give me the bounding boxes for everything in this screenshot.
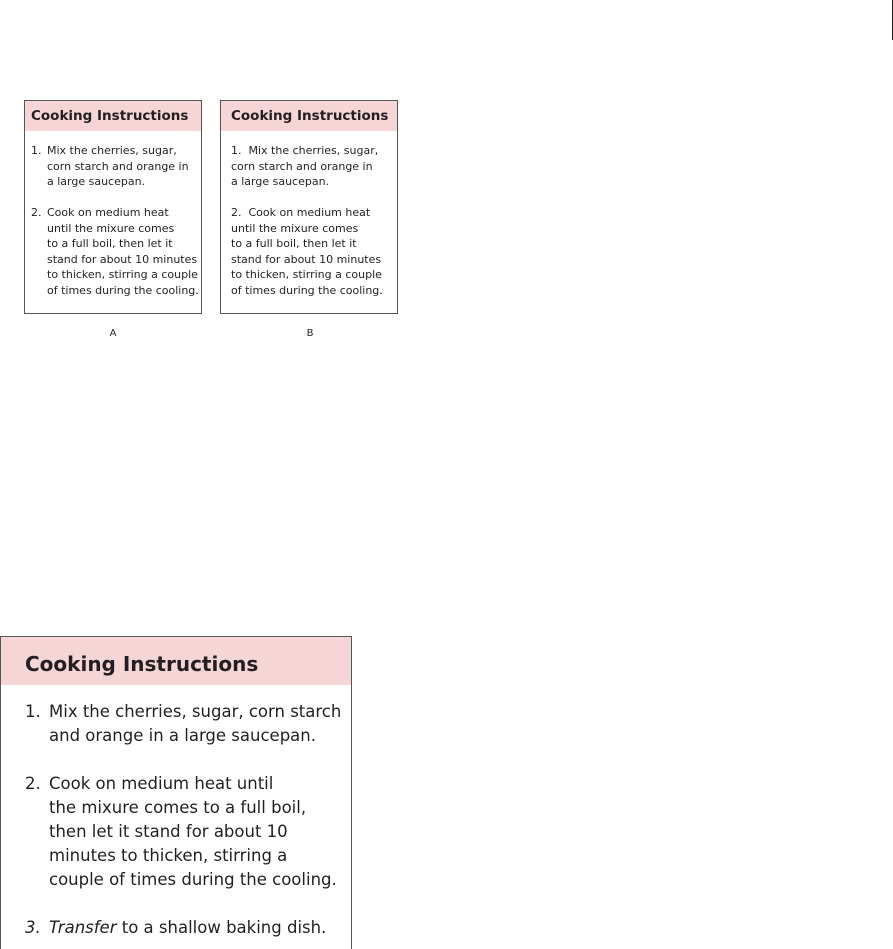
step-number: 2. <box>31 206 42 219</box>
step-number: 3. <box>25 918 41 937</box>
step-line: to a full boil, then let it <box>47 237 173 250</box>
step-line: stand for about 10 minutes <box>231 252 382 266</box>
step-gap <box>25 190 201 206</box>
step-line: to thicken, stirring a couple <box>231 268 382 281</box>
step-line: stand for about 10 minutes <box>47 252 198 266</box>
step-line: a large saucepan. <box>47 175 146 188</box>
step-line: of times during the cooling. <box>47 283 199 297</box>
step-line: Cook on medium heat <box>47 206 169 219</box>
step-gap <box>1 748 351 772</box>
step-line: the mixure comes to a full boil, <box>49 798 307 817</box>
card-large-step-3 <box>1 916 351 940</box>
step-line: then let it stand for about 10 <box>49 822 288 841</box>
step-line: and orange in a large saucepan. <box>49 726 316 745</box>
card-a-step-2 <box>25 205 201 298</box>
instructions-card-b <box>220 100 398 314</box>
step-line: to a full boil, then let it <box>231 237 357 250</box>
step-gap <box>231 190 397 206</box>
step-line: corn starch and orange in <box>231 159 373 173</box>
step-line: Mix the cherries, sugar, corn starch <box>49 702 342 721</box>
step-line: Cook on medium heat until <box>49 774 274 793</box>
step-line: minutes to thicken, stirring a <box>49 846 288 865</box>
step-line: until the mixure comes <box>47 221 175 235</box>
card-large-body <box>1 685 351 940</box>
step-line: a large saucepan. <box>231 175 330 188</box>
instructions-card-a <box>24 100 202 314</box>
step-text: to a shallow baking dish. <box>116 918 327 937</box>
step-number: 2. <box>25 774 41 793</box>
card-b-step-1 <box>231 143 397 190</box>
step-number: 1. <box>25 702 41 721</box>
card-b-step-2 <box>231 205 397 298</box>
step-line: Mix the cherries, sugar, <box>47 144 177 157</box>
card-large-title: Cooking Instructions <box>1 637 351 685</box>
caption-a: A <box>109 328 117 339</box>
step-line: 2. Cook on medium heat <box>231 206 371 219</box>
step-line: 1. Mix the cherries, sugar, <box>231 144 379 157</box>
step-line: couple of times during the cooling. <box>49 870 337 889</box>
step-line: of times during the cooling. <box>231 283 383 297</box>
step-emphasis: Transfer <box>49 918 117 937</box>
caption-b: B <box>306 328 314 339</box>
step-line: corn starch and orange in <box>47 159 189 173</box>
card-a-step-1 <box>25 143 201 190</box>
instructions-card-large <box>0 636 352 949</box>
step-gap <box>1 892 351 916</box>
card-b-title: Cooking Instructions <box>221 101 397 131</box>
card-a-title: Cooking Instructions <box>25 101 201 131</box>
step-line: to thicken, stirring a couple <box>47 268 198 281</box>
step-line: until the mixure comes <box>231 221 359 235</box>
card-large-step-2 <box>1 772 351 892</box>
card-a-body <box>25 131 201 298</box>
step-line <box>49 916 351 940</box>
card-b-body <box>221 131 397 298</box>
step-number: 1. <box>31 144 42 157</box>
card-large-step-1 <box>1 700 351 748</box>
